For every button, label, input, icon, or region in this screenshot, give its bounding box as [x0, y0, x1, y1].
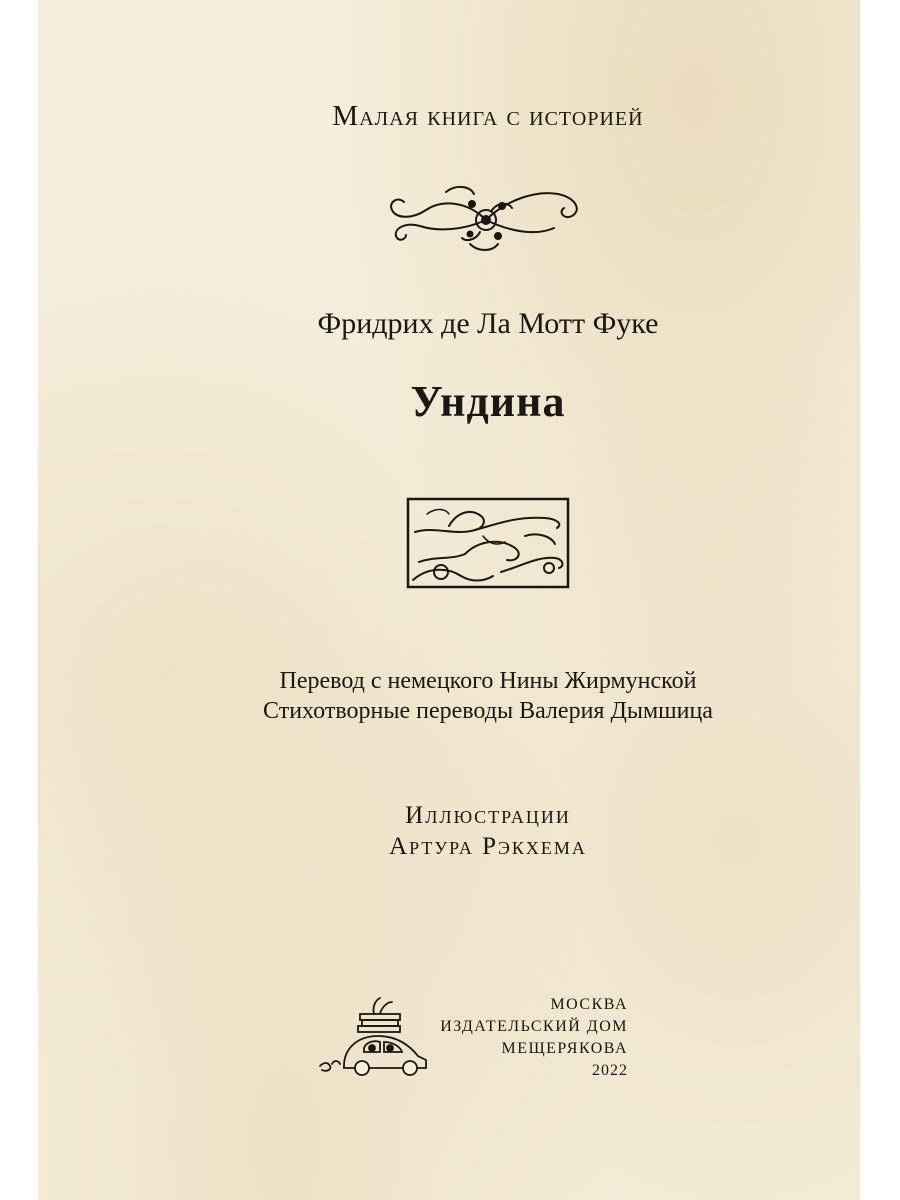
imprint [418, 994, 628, 1082]
undine-vignette-icon [405, 496, 571, 590]
translator-credit: Перевод с немецкого Нины Жирмунской [279, 668, 697, 694]
illustrator-credits [38, 800, 900, 862]
translation-credits [38, 666, 900, 726]
illustrator-name: Артура Рэкхема [389, 833, 587, 860]
floral-ornament-icon [386, 180, 586, 258]
imprint-year: 2022 [592, 1062, 628, 1079]
imprint-city: МОСКВА [550, 996, 628, 1013]
illustrations-label: Иллюстрации [405, 802, 571, 829]
title-page [38, 0, 860, 1200]
imprint-publisher: ИЗДАТЕЛЬСКИЙ ДОМ [440, 1018, 628, 1035]
author-name: Фридрих де Ла Мотт Фуке [317, 307, 659, 340]
series-name: Малая книга с историей [332, 100, 644, 132]
book-title: Ундина [410, 377, 566, 426]
imprint-publisher-name: МЕЩЕРЯКОВА [501, 1040, 628, 1057]
verse-translator-credit: Стихотворные переводы Валерия Дымшица [263, 698, 713, 724]
